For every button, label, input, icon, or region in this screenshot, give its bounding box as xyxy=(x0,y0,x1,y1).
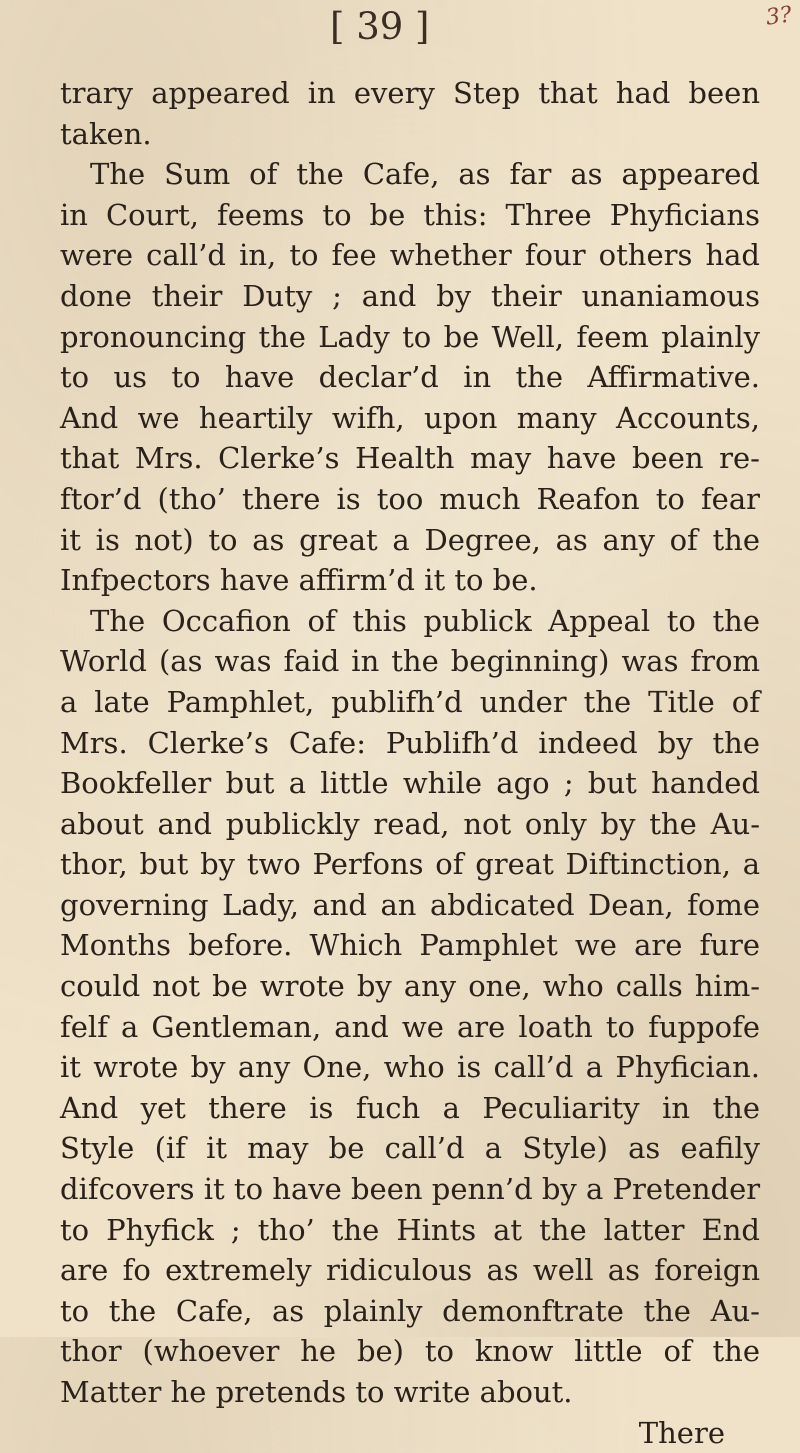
text-line: thor, but by two Perfons of great Diftinction, a xyxy=(60,847,760,882)
text-line: Bookfeller but a little while ago ; but handed xyxy=(60,766,760,801)
text-line: Months before. Which Pamphlet we are fure xyxy=(60,928,760,963)
text-line: in Court, feems to be this: Three Phyficians xyxy=(60,197,760,232)
page-number: [ 39 ] xyxy=(330,5,430,48)
text-line: a late Pamphlet, publifh’d under the Title of xyxy=(60,684,760,719)
catchword: There xyxy=(638,1415,725,1450)
text-line: taken. xyxy=(60,116,152,151)
body-text xyxy=(60,73,760,1453)
text-line: Style (if it may be call’d a Style) as eafily xyxy=(60,1131,760,1166)
text-line: ftor’d (tho’ there is too much Reafon to fear xyxy=(60,481,760,516)
text-line: difcovers it to have been penn’d by a Pretender xyxy=(60,1172,761,1207)
text-line: were call’d in, to fee whether four others had xyxy=(60,238,760,273)
text-line: done their Duty ; and by their unaniamous xyxy=(60,278,760,313)
text-line: And yet there is fuch a Peculiarity in the xyxy=(60,1090,760,1125)
text-line: could not be wrote by any one, who calls him- xyxy=(60,969,760,1004)
text-line: about and publickly read, not only by the Au- xyxy=(60,806,760,841)
text-line: Matter he pretends to write about. xyxy=(60,1375,573,1409)
text-line: governing Lady, and an abdicated Dean, fome xyxy=(60,887,760,922)
text-line: pronouncing the Lady to be Well, feem plainly xyxy=(60,319,760,354)
text-line: The Occafion of this publick Appeal to the xyxy=(90,603,760,638)
text-line: Mrs. Clerke’s Cafe: Publifh’d indeed by the xyxy=(60,725,760,760)
text-line: to us to have declar’d in the Affirmative. xyxy=(60,360,760,395)
text-line: felf a Gentleman, and we are loath to fuppofe xyxy=(60,1009,760,1044)
text-line: it is not) to as great a Degree, as any of the xyxy=(60,522,760,557)
text-line: The Sum of the Cafe, as far as appeared xyxy=(90,157,760,192)
text-line: it wrote by any One, who is call’d a Phyfician. xyxy=(60,1050,760,1085)
text-line: Infpectors have affirm’d it to be. xyxy=(60,563,538,598)
text-line: World (as was faid in the beginning) was from xyxy=(60,644,760,679)
text-line: to the Cafe, as plainly demonftrate the Au- xyxy=(60,1293,760,1328)
text-line: And we heartily wifh, upon many Accounts, xyxy=(60,400,760,435)
handwritten-corner-mark: 3? xyxy=(764,2,794,31)
text-line: thor (whoever he be) to know little of the xyxy=(60,1334,760,1369)
text-line: trary appeared in every Step that had been xyxy=(60,76,760,110)
text-line: to Phyfick ; tho’ the Hints at the latter End xyxy=(60,1212,760,1247)
text-line: that Mrs. Clerke’s Health may have been re- xyxy=(60,441,760,476)
text-line: are fo extremely ridiculous as well as foreign xyxy=(60,1253,760,1288)
